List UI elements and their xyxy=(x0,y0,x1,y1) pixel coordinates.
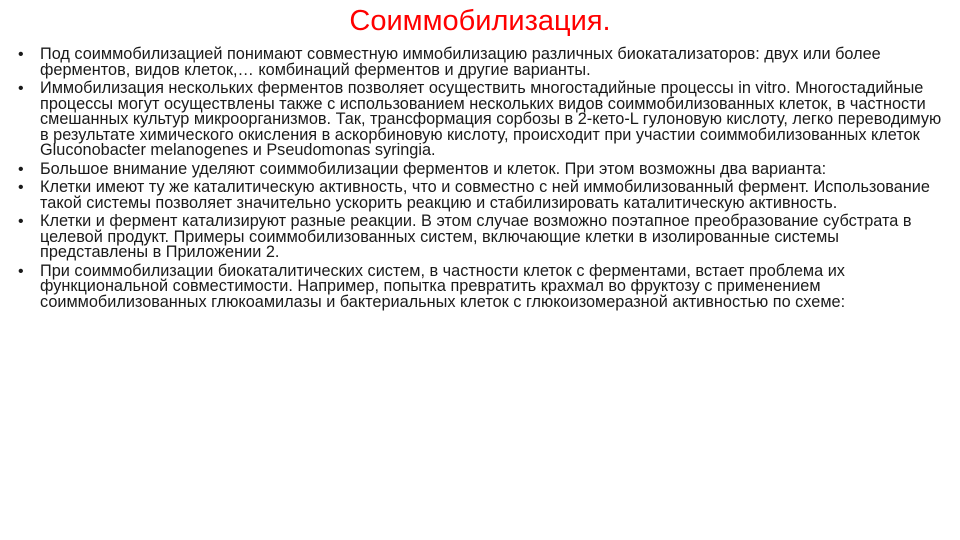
bullet-text: Иммобилизация нескольких ферментов позволяет осуществить многостадийные процессы in vitro. Многостадийные процессы могут осуществлены также с использованием нескольких видов соиммобилизованных клеток, в частности смешанных культур микроорганизмов. Так, трансформация сорбозы в 2-кето-L гулоновую кислоту, легко переводимую в результате химического окисления в аскорбиновую кислоту, происходит при участии соиммобилизованных клеток Gluconobacter melanogenes и Pseudomonas syringia. xyxy=(40,79,942,159)
bullet-dot-icon: • xyxy=(18,179,24,196)
bullet-dot-icon: • xyxy=(18,80,24,97)
bullet-item-multistage-processes xyxy=(18,81,948,159)
bullet-text: Большое внимание уделяют соиммобилизации ферментов и клеток. При этом возможны два варианта: xyxy=(40,159,827,178)
bullet-item-enzymes-and-cells xyxy=(18,159,948,178)
bullet-dot-icon: • xyxy=(18,262,24,280)
bullet-dot-icon: • xyxy=(18,46,24,63)
bullet-dot-icon: • xyxy=(18,160,24,178)
bullet-item-same-activity xyxy=(18,180,948,211)
bullet-text: При соиммобилизации биокаталитических систем, в частности клеток с ферментами, встает проблема их функциональной совместимости. Например, попытка превратить крахмал во фруктозу с применением соиммобилизованных глюкоамилазы и бактериальных клеток с глюкоизомеразной активностью по схеме: xyxy=(40,261,846,311)
slide-title: Соиммобилизация. xyxy=(349,5,611,37)
bullet-text: Под соиммобилизацией понимают совместную иммобилизацию различных биокатализаторов: двух или более ферментов, видов клеток,… комбинаций ферментов и другие варианты. xyxy=(40,45,881,79)
bullet-text: Клетки и фермент катализируют разные реакции. В этом случае возможно поэтапное преобразование субстрата в целевой продукт. Примеры соиммобилизованных систем, включающие клетки в изолированные системы представлены в Приложении 2. xyxy=(40,212,912,261)
bullet-dot-icon: • xyxy=(18,213,24,230)
bullet-list xyxy=(18,47,948,313)
bullet-text: Клетки имеют ту же каталитическую активность, что и совместно с ней иммобилизованный фермент. Использование такой системы позволяет значительно ускорить реакцию и стабилизировать каталитическую активность. xyxy=(40,178,930,212)
bullet-item-cosimmobilization-definition xyxy=(18,47,948,78)
bullet-item-different-reactions xyxy=(18,214,948,261)
bullet-item-compatibility xyxy=(18,261,948,311)
